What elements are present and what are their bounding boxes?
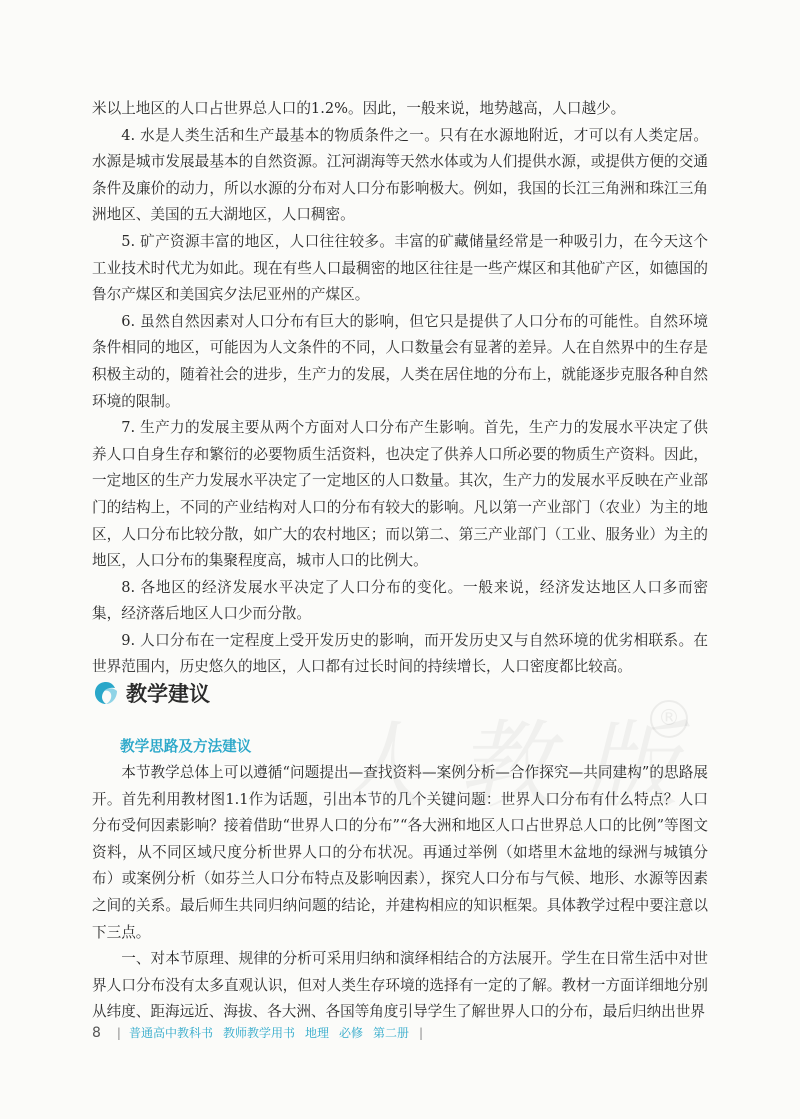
body-paragraph: 米以上地区的人口占世界总人口的1.2%。因此，一般来说，地势越高，人口越少。: [92, 100, 626, 117]
footer-item: 普通高中教科书: [128, 1026, 213, 1040]
section-title: 教学建议: [126, 682, 210, 706]
body-paragraph: 4. 水是人类生活和生产最基本的物质条件之一。只有在水源地附近，才可以有人类定居。水源是城市发展最基本的自然资源。江河湖海等天然水体或为人们提供水源，或提供方便的交通条件及廉价的动力，所以水源的分布对人口分布影响极大。例如，我国的长江三角洲和珠江三角洲地区、美国的五大湖地区，人口稠密。: [92, 126, 708, 224]
section-text: [92, 760, 708, 1026]
footer-item: 地理: [305, 1026, 330, 1040]
body-text: [92, 96, 708, 681]
section-paragraph: 一、对本节原理、规律的分析可采用归纳和演绎相结合的方法展开。学生在日常生活中对世界人口分布没有太多直观认识，但对人类生存环境的选择有一定的了解。教材一方面详细地分别从纬度、距海远近、海拔、各大洲、各国等角度引导学生了解世界人口的分布，最后归纳出世界: [92, 950, 708, 1021]
body-paragraph: 6. 虽然自然因素对人口分布有巨大的影响，但它只是提供了人口分布的可能性。自然环境条件相同的地区，可能因为人文条件的不同，人口数量会有显著的差异。人在自然界中的生存是积极主动的，随着社会的进步，生产力的发展，人类在居住地的分布上，就能逐步克服各种自然环境的限制。: [92, 312, 708, 410]
body-paragraph: 8. 各地区的经济发展水平决定了人口分布的变化。一般来说，经济发达地区人口多而密集，经济落后地区人口少而分散。: [92, 578, 708, 623]
section-paragraph: 本节教学总体上可以遵循“问题提出—查找资料—案例分析—合作探究—共同建构”的思路展开。首先利用教材图1.1作为话题，引出本节的几个关键问题：世界人口分布有什么特点？人口分布受何因素影响？接着借助“世界人口的分布”“各大洲和地区人口占世界总人口的比例”等图文资料，从不同区域尺度分析世界人口的分布状况。再通过举例（如塔里木盆地的绿洲与城镇分布）或案例分析（如芬兰人口分布特点及影响因素），探究人口分布与气候、地形、水源等因素之间的关系。最后师生共同归纳问题的结论，并建构相应的知识框架。具体教学过程中要注意以下三点。: [92, 764, 708, 941]
registered-mark: ®: [650, 700, 688, 738]
body-paragraph: 5. 矿产资源丰富的地区，人口往往较多。丰富的矿藏储量经常是一种吸引力，在今天这个工业技术时代尤为如此。现在有些人口最稠密的地区往往是一些产煤区和其他矿产区，如德国的鲁尔产煤区和美国宾夕法尼亚州的产煤区。: [92, 232, 708, 304]
page-footer: [92, 1024, 423, 1041]
footer-item: 第二册: [373, 1026, 410, 1040]
footer-item: 必修: [339, 1026, 364, 1040]
footer-separator: |: [419, 1025, 424, 1040]
section-heading: [92, 678, 210, 708]
swirl-icon: [92, 679, 120, 707]
subheading: 教学思路及方法建议: [120, 738, 252, 755]
body-paragraph: 9. 人口分布在一定程度上受开发历史的影响，而开发历史又与自然环境的优劣相联系。在世界范围内，历史悠久的地区，人口都有过长时间的持续增长，人口密度都比较高。: [92, 631, 708, 676]
footer-item: 教师教学用书: [222, 1026, 295, 1040]
body-paragraph: 7. 生产力的发展主要从两个方面对人口分布产生影响。首先，生产力的发展水平决定了供养人口自身生存和繁衍的必要物质生活资料，也决定了供养人口所必要的物质生产资料。因此，一定地区的生产力发展水平决定了一定地区的人口数量。其次，生产力的发展水平反映在产业部门的结构上，不同的产业结构对人口的分布有较大的影响。凡以第一产业部门（农业）为主的地区，人口分布比较分散，如广大的农村地区；而以第二、第三产业部门（工业、服务业）为主的地区，人口分布的集聚程度高，城市人口的比例大。: [92, 419, 708, 570]
footer-separator: |: [116, 1025, 121, 1040]
page-number: 8: [92, 1024, 101, 1041]
